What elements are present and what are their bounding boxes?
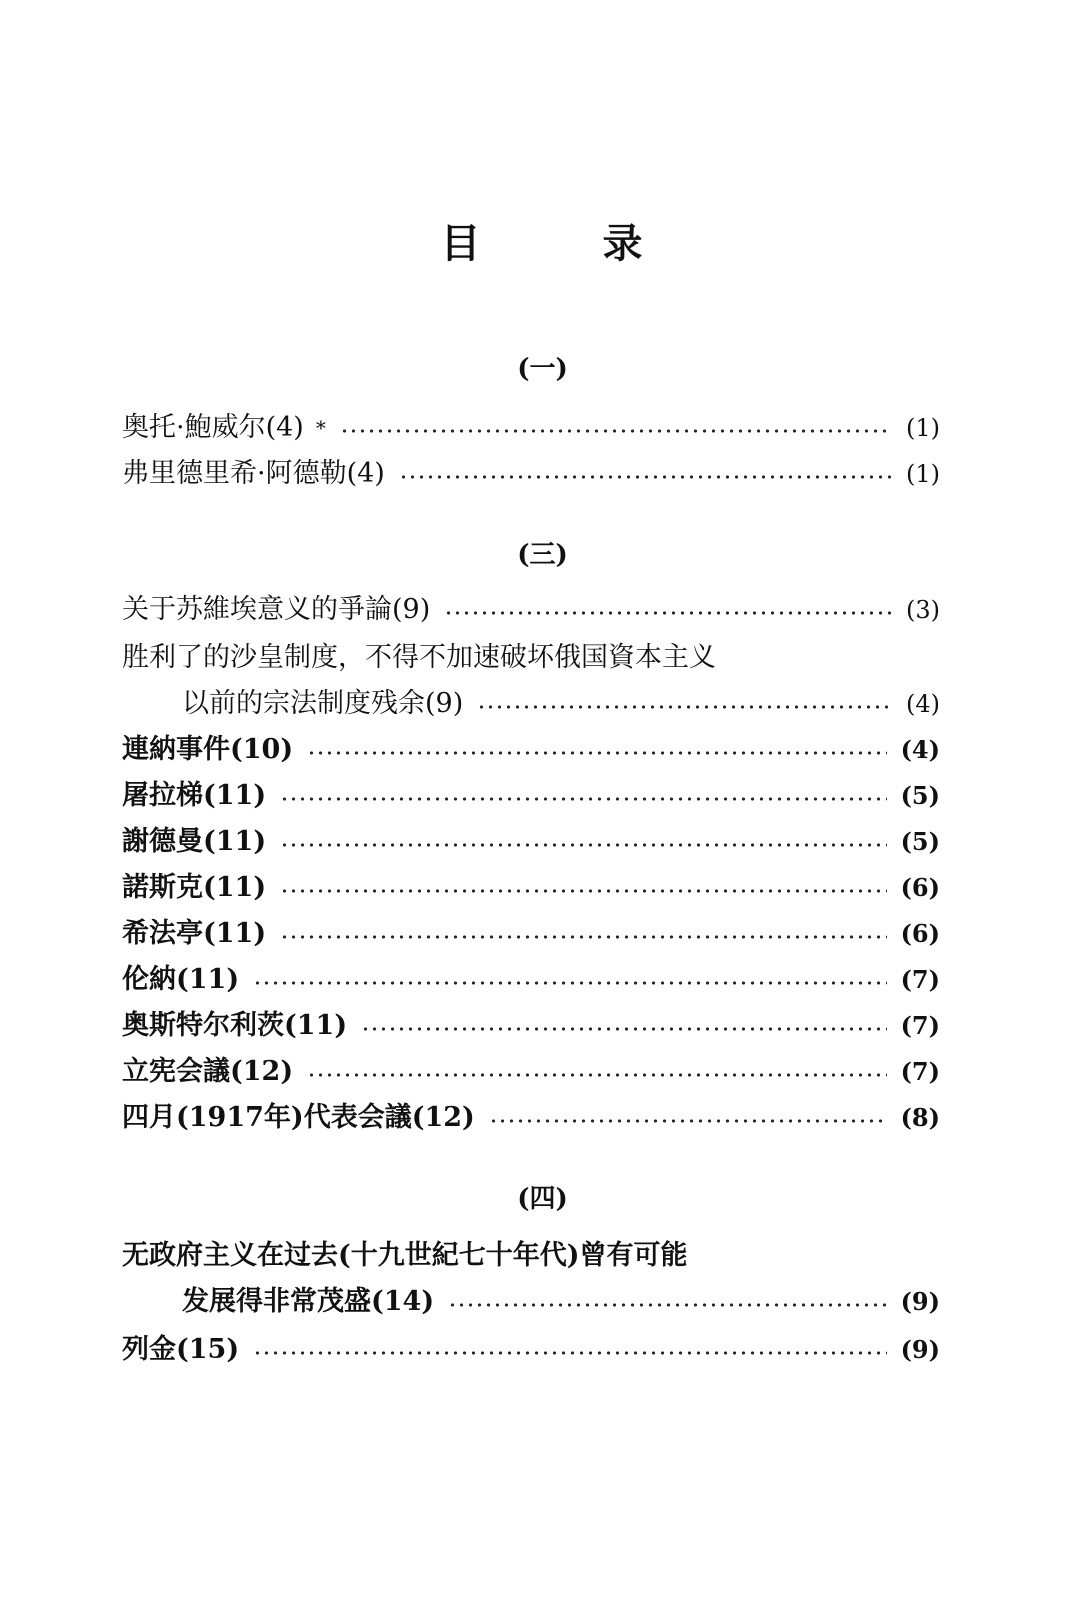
asterisk-marker: *	[315, 416, 326, 440]
toc-entry[interactable]	[122, 454, 940, 494]
leader-dots	[361, 1027, 886, 1031]
section-heading: (四)	[517, 1184, 568, 1214]
entry-label: 連納事件(10)	[122, 734, 294, 765]
toc-entry[interactable]	[122, 1006, 940, 1046]
entry-label: 奥斯特尔利茨(11)	[122, 1010, 348, 1041]
entry-label: 四月(1917年)代表会議(12)	[122, 1102, 475, 1133]
leader-dots	[307, 751, 886, 755]
entry-page: (7)	[900, 1011, 940, 1040]
toc-entry[interactable]	[182, 684, 940, 724]
leader-dots	[444, 611, 892, 615]
toc-entry[interactable]	[122, 1052, 940, 1092]
entry-label-line-2: 以前的宗法制度残余(9)	[182, 688, 464, 719]
leader-dots	[399, 475, 892, 479]
entry-page: (1)	[906, 414, 940, 442]
leader-dots	[280, 889, 886, 893]
entry-label: 关于苏維埃意义的爭論(9)	[122, 594, 431, 625]
entry-label: 諾斯克(11)	[122, 872, 267, 903]
entry-label-line-1[interactable]: 胜利了的沙皇制度，不得不加速破坏俄国資本主义	[122, 642, 716, 673]
entry-label: 立宪会議(12)	[122, 1056, 294, 1087]
leader-dots	[489, 1119, 887, 1123]
toc-entry[interactable]	[122, 1098, 940, 1138]
leader-dots	[280, 843, 886, 847]
entry-label: 屠拉梯(11)	[122, 780, 267, 811]
entry-page: (5)	[900, 827, 940, 856]
section-heading: (一)	[517, 354, 568, 384]
leader-dots	[280, 797, 886, 801]
entry-page: (4)	[900, 735, 940, 764]
leader-dots	[253, 981, 886, 985]
leader-dots	[253, 1351, 886, 1355]
entry-label: 希法亭(11)	[122, 918, 267, 949]
toc-entry[interactable]	[122, 960, 940, 1000]
entry-page: (9)	[900, 1287, 940, 1316]
leader-dots	[340, 429, 892, 433]
entry-label: 謝德曼(11)	[122, 826, 267, 857]
toc-entry[interactable]	[122, 1330, 940, 1370]
leader-dots	[448, 1303, 886, 1307]
entry-page: (1)	[906, 460, 940, 488]
toc-entry[interactable]	[122, 776, 940, 816]
toc-entry[interactable]	[122, 590, 940, 630]
toc-entry[interactable]	[122, 868, 940, 908]
entry-page: (8)	[900, 1103, 940, 1132]
leader-dots	[477, 705, 892, 709]
entry-page: (6)	[900, 873, 940, 902]
entry-page: (7)	[900, 965, 940, 994]
title-char-2: 录	[602, 220, 645, 267]
toc-entry[interactable]	[182, 1282, 940, 1322]
entry-page: (5)	[900, 781, 940, 810]
entry-label: 弗里德里希·阿德勒(4)	[122, 458, 385, 489]
entry-label: 奥托·鮑威尔(4)	[122, 412, 304, 443]
title-char-1: 目	[440, 220, 483, 267]
toc-entry[interactable]	[122, 408, 940, 448]
entry-label-line-2: 发展得非常茂盛(14)	[182, 1286, 435, 1317]
toc-entry[interactable]	[122, 730, 940, 770]
entry-page: (6)	[900, 919, 940, 948]
leader-dots	[307, 1073, 886, 1077]
leader-dots	[280, 935, 886, 939]
entry-label: 伦納(11)	[122, 964, 240, 995]
toc-entry[interactable]	[122, 822, 940, 862]
entry-label: 列金(15)	[122, 1334, 240, 1365]
entry-page: (3)	[906, 596, 940, 624]
page-title	[0, 212, 1085, 269]
toc-entry[interactable]	[122, 914, 940, 954]
section-heading: (三)	[517, 540, 568, 570]
entry-label-line-1[interactable]: 无政府主义在过去(十九世紀七十年代)曾有可能	[122, 1240, 688, 1271]
entry-page: (7)	[900, 1057, 940, 1086]
entry-page: (9)	[900, 1335, 940, 1364]
entry-page: (4)	[906, 690, 940, 718]
